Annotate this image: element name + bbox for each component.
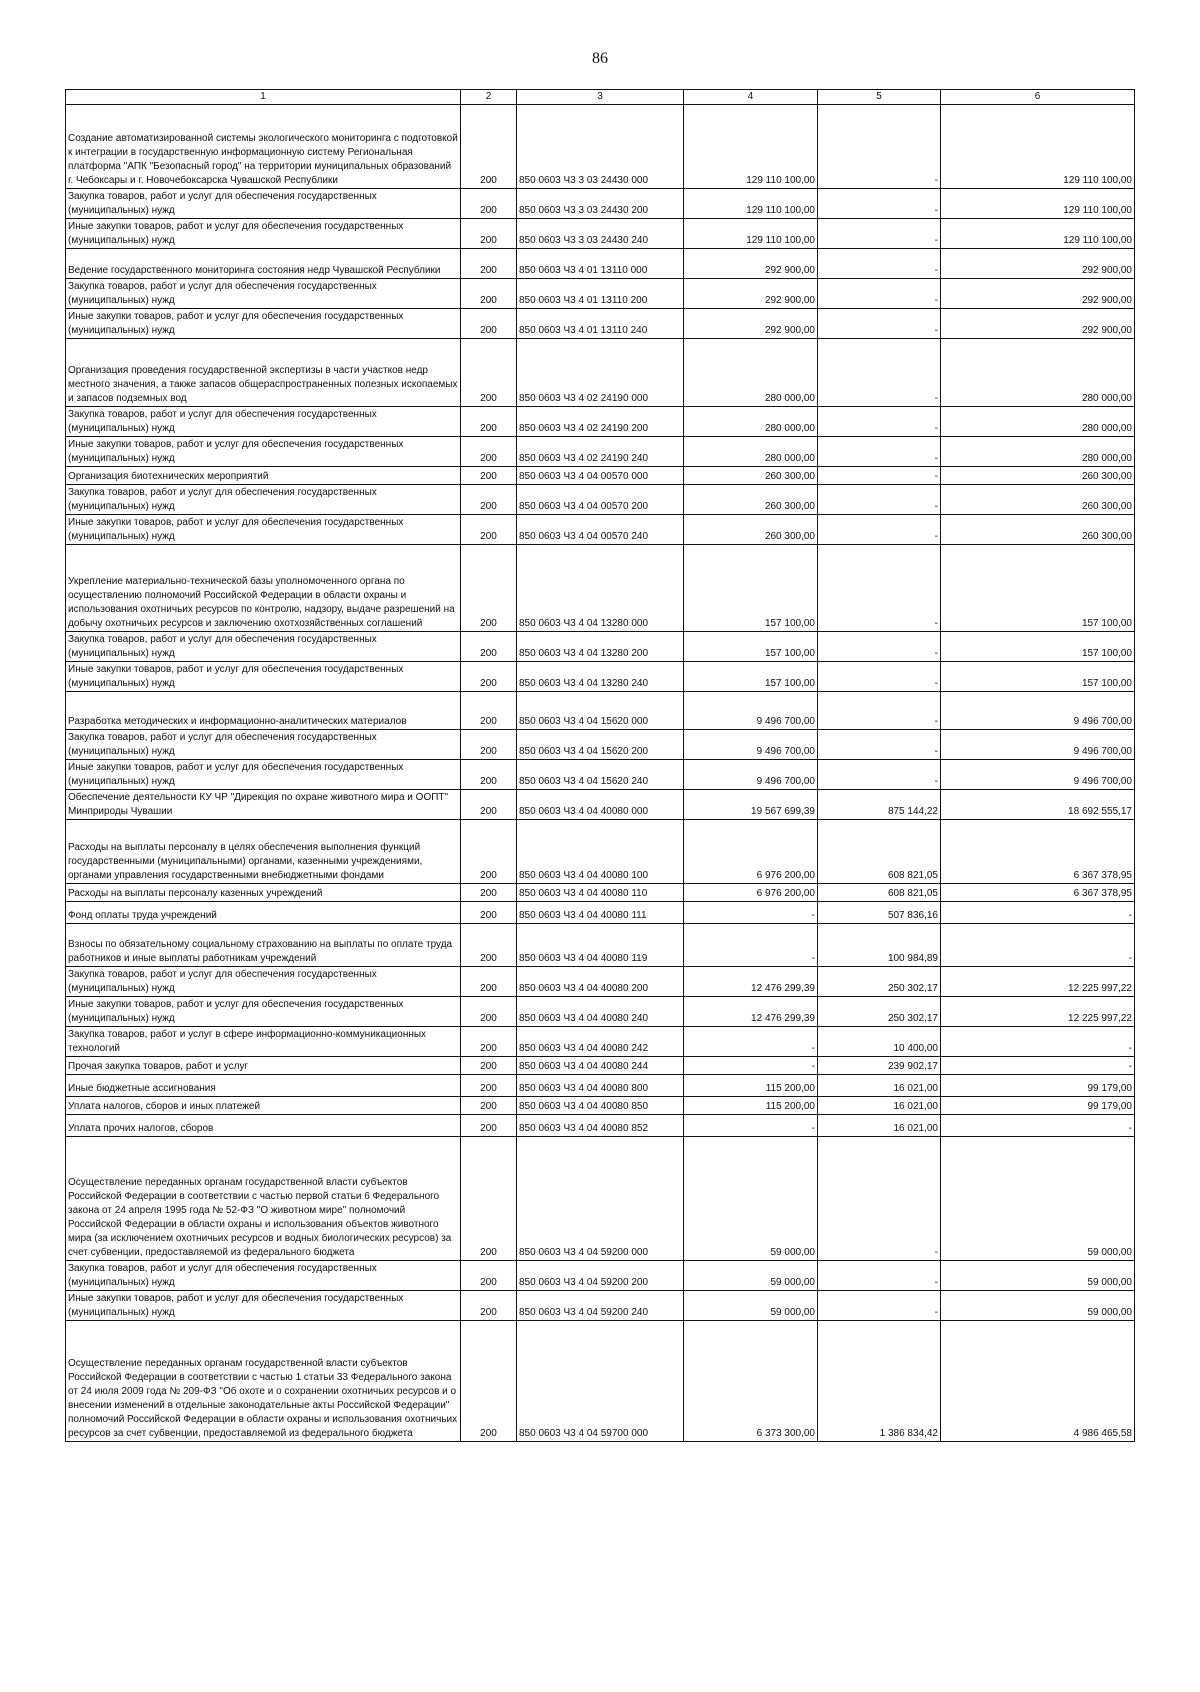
row-amount-col4: 260 300,00 — [684, 467, 818, 485]
row-amount-col4: 292 900,00 — [684, 279, 818, 309]
table-row — [66, 437, 1135, 467]
table-header-row — [66, 90, 1135, 105]
table-row — [66, 790, 1135, 820]
row-amount-col4: 280 000,00 — [684, 437, 818, 467]
table-row — [66, 339, 1135, 407]
row-amount-col4: 115 200,00 — [684, 1097, 818, 1115]
row-section: 200 — [461, 924, 517, 967]
row-name: Иные закупки товаров, работ и услуг для обеспечения государственных (муниципальных) нужд — [66, 662, 461, 692]
row-amount-col5: - — [818, 1137, 941, 1261]
row-section: 200 — [461, 1291, 517, 1321]
row-amount-col5: - — [818, 219, 941, 249]
row-amount-col5: 507 836,16 — [818, 902, 941, 924]
row-amount-col6: 9 496 700,00 — [941, 760, 1135, 790]
row-amount-col4: 59 000,00 — [684, 1137, 818, 1261]
row-amount-col6: 59 000,00 — [941, 1291, 1135, 1321]
row-amount-col5: - — [818, 1261, 941, 1291]
row-name: Закупка товаров, работ и услуг в сфере информационно-коммуникационных технологий — [66, 1027, 461, 1057]
table-row — [66, 884, 1135, 902]
row-code: 850 0603 Ч3 4 02 24190 240 — [517, 437, 684, 467]
budget-table — [65, 89, 1135, 1442]
row-amount-col4: 6 373 300,00 — [684, 1321, 818, 1442]
row-name: Разработка методических и информационно-аналитических материалов — [66, 692, 461, 730]
row-amount-col6: 157 100,00 — [941, 545, 1135, 632]
row-amount-col6: 99 179,00 — [941, 1075, 1135, 1097]
row-amount-col6: 260 300,00 — [941, 515, 1135, 545]
row-name: Закупка товаров, работ и услуг для обеспечения государственных (муниципальных) нужд — [66, 189, 461, 219]
row-section: 200 — [461, 437, 517, 467]
row-name: Организация проведения государственной экспертизы в части участков недр местного значения, а также запасов общераспространенных полезных ископаемых и запасов подземных вод — [66, 339, 461, 407]
table-row — [66, 1291, 1135, 1321]
row-section: 200 — [461, 1097, 517, 1115]
row-amount-col4: 129 110 100,00 — [684, 219, 818, 249]
table-row — [66, 1057, 1135, 1075]
row-name: Закупка товаров, работ и услуг для обеспечения государственных (муниципальных) нужд — [66, 1261, 461, 1291]
row-name: Прочая закупка товаров, работ и услуг — [66, 1057, 461, 1075]
row-amount-col6: 6 367 378,95 — [941, 884, 1135, 902]
row-section: 200 — [461, 760, 517, 790]
row-section: 200 — [461, 545, 517, 632]
row-amount-col5: - — [818, 760, 941, 790]
column-header: 5 — [818, 90, 941, 105]
row-amount-col4: 292 900,00 — [684, 309, 818, 339]
row-code: 850 0603 Ч3 4 04 00570 200 — [517, 485, 684, 515]
row-section: 200 — [461, 1057, 517, 1075]
row-amount-col6: 129 110 100,00 — [941, 219, 1135, 249]
row-section: 200 — [461, 1027, 517, 1057]
row-section: 200 — [461, 1261, 517, 1291]
row-code: 850 0603 Ч3 4 04 40080 119 — [517, 924, 684, 967]
row-code: 850 0603 Ч3 4 04 15620 200 — [517, 730, 684, 760]
row-amount-col4: 12 476 299,39 — [684, 967, 818, 997]
row-amount-col4: 12 476 299,39 — [684, 997, 818, 1027]
row-section: 200 — [461, 515, 517, 545]
row-amount-col4: 6 976 200,00 — [684, 884, 818, 902]
table-row — [66, 105, 1135, 189]
row-amount-col4: 280 000,00 — [684, 339, 818, 407]
column-header: 4 — [684, 90, 818, 105]
table-row — [66, 662, 1135, 692]
row-name: Уплата прочих налогов, сборов — [66, 1115, 461, 1137]
row-amount-col5: 16 021,00 — [818, 1097, 941, 1115]
column-header: 2 — [461, 90, 517, 105]
row-section: 200 — [461, 485, 517, 515]
row-amount-col4: 292 900,00 — [684, 249, 818, 279]
row-code: 850 0603 Ч3 3 03 24430 240 — [517, 219, 684, 249]
row-amount-col6: 157 100,00 — [941, 632, 1135, 662]
row-code: 850 0603 Ч3 4 04 40080 850 — [517, 1097, 684, 1115]
row-section: 200 — [461, 902, 517, 924]
row-amount-col5: - — [818, 485, 941, 515]
row-amount-col5: 10 400,00 — [818, 1027, 941, 1057]
row-amount-col4: 9 496 700,00 — [684, 760, 818, 790]
table-row — [66, 1075, 1135, 1097]
row-amount-col6: 260 300,00 — [941, 467, 1135, 485]
row-amount-col6: - — [941, 1115, 1135, 1137]
table-row — [66, 1321, 1135, 1442]
row-amount-col6: 292 900,00 — [941, 309, 1135, 339]
row-name: Укрепление материально-технической базы уполномоченного органа по осуществлению полномочий Российской Федерации в области охраны и использования охотничьих ресурсов по контролю, надзору, выдаче разрешений на добычу охотничьих ресурсов и заключению охотхозяйственных соглашений — [66, 545, 461, 632]
row-amount-col5: - — [818, 309, 941, 339]
row-amount-col5: - — [818, 339, 941, 407]
row-name: Закупка товаров, работ и услуг для обеспечения государственных (муниципальных) нужд — [66, 279, 461, 309]
row-code: 850 0603 Ч3 4 04 40080 852 — [517, 1115, 684, 1137]
row-amount-col5: 100 984,89 — [818, 924, 941, 967]
row-section: 200 — [461, 997, 517, 1027]
row-section: 200 — [461, 632, 517, 662]
table-row — [66, 730, 1135, 760]
row-amount-col6: 157 100,00 — [941, 662, 1135, 692]
row-section: 200 — [461, 820, 517, 884]
row-code: 850 0603 Ч3 4 04 40080 000 — [517, 790, 684, 820]
row-name: Создание автоматизированной системы экологического мониторинга с подготовкой к интеграции в государственную информационную систему Региональная платформа "АПК "Безопасный город" на территории муниципальных образований г. Чебоксары и г. Новочебоксарска Чувашской Республики — [66, 105, 461, 189]
row-amount-col6: 129 110 100,00 — [941, 105, 1135, 189]
row-name: Иные бюджетные ассигнования — [66, 1075, 461, 1097]
row-amount-col6: 59 000,00 — [941, 1261, 1135, 1291]
table-row — [66, 1261, 1135, 1291]
row-name: Закупка товаров, работ и услуг для обеспечения государственных (муниципальных) нужд — [66, 485, 461, 515]
row-code: 850 0603 Ч3 4 04 13280 200 — [517, 632, 684, 662]
row-amount-col6: 99 179,00 — [941, 1097, 1135, 1115]
row-code: 850 0603 Ч3 4 04 15620 000 — [517, 692, 684, 730]
table-row — [66, 1137, 1135, 1261]
row-amount-col6: 9 496 700,00 — [941, 730, 1135, 760]
row-amount-col6: 59 000,00 — [941, 1137, 1135, 1261]
row-amount-col4: 129 110 100,00 — [684, 105, 818, 189]
table-row — [66, 309, 1135, 339]
row-amount-col4: 59 000,00 — [684, 1261, 818, 1291]
row-amount-col4: - — [684, 902, 818, 924]
row-amount-col6: 292 900,00 — [941, 249, 1135, 279]
row-amount-col5: 239 902,17 — [818, 1057, 941, 1075]
row-code: 850 0603 Ч3 4 04 00570 000 — [517, 467, 684, 485]
table-row — [66, 249, 1135, 279]
row-name: Иные закупки товаров, работ и услуг для обеспечения государственных (муниципальных) нужд — [66, 997, 461, 1027]
row-code: 850 0603 Ч3 4 04 13280 000 — [517, 545, 684, 632]
row-section: 200 — [461, 249, 517, 279]
column-header: 3 — [517, 90, 684, 105]
row-amount-col6: 12 225 997,22 — [941, 967, 1135, 997]
row-code: 850 0603 Ч3 3 03 24430 200 — [517, 189, 684, 219]
table-row — [66, 967, 1135, 997]
row-amount-col5: - — [818, 105, 941, 189]
row-name: Осуществление переданных органам государственной власти субъектов Российской Федерации в соответствии с частью первой статьи 6 Федерального закона от 24 апреля 1995 года № 52-ФЗ "О животном мире" полномочий Российской Федерации в области охраны и использования объектов животного мира (за исключением охотничьих ресурсов и водных биологических ресурсов) за счет субвенции, предоставляемой из федерального бюджета — [66, 1137, 461, 1261]
row-name: Иные закупки товаров, работ и услуг для обеспечения государственных (муниципальных) нужд — [66, 219, 461, 249]
row-amount-col6: 280 000,00 — [941, 437, 1135, 467]
row-code: 850 0603 Ч3 4 04 40080 200 — [517, 967, 684, 997]
row-amount-col4: 6 976 200,00 — [684, 820, 818, 884]
row-section: 200 — [461, 884, 517, 902]
row-code: 850 0603 Ч3 4 04 15620 240 — [517, 760, 684, 790]
column-header: 1 — [66, 90, 461, 105]
row-amount-col4: - — [684, 924, 818, 967]
row-code: 850 0603 Ч3 4 04 59200 000 — [517, 1137, 684, 1261]
row-code: 850 0603 Ч3 4 02 24190 200 — [517, 407, 684, 437]
row-code: 850 0603 Ч3 4 04 40080 800 — [517, 1075, 684, 1097]
row-name: Иные закупки товаров, работ и услуг для обеспечения государственных (муниципальных) нужд — [66, 309, 461, 339]
row-amount-col4: 157 100,00 — [684, 632, 818, 662]
row-amount-col4: 59 000,00 — [684, 1291, 818, 1321]
table-row — [66, 632, 1135, 662]
table-row — [66, 997, 1135, 1027]
row-section: 200 — [461, 1137, 517, 1261]
row-amount-col5: - — [818, 632, 941, 662]
row-code: 850 0603 Ч3 4 04 40080 242 — [517, 1027, 684, 1057]
row-section: 200 — [461, 967, 517, 997]
row-code: 850 0603 Ч3 4 04 40080 244 — [517, 1057, 684, 1075]
column-header: 6 — [941, 90, 1135, 105]
row-code: 850 0603 Ч3 4 04 59700 000 — [517, 1321, 684, 1442]
row-amount-col6: 18 692 555,17 — [941, 790, 1135, 820]
row-name: Закупка товаров, работ и услуг для обеспечения государственных (муниципальных) нужд — [66, 632, 461, 662]
row-amount-col4: 9 496 700,00 — [684, 730, 818, 760]
row-name: Взносы по обязательному социальному страхованию на выплаты по оплате труда работников и иные выплаты работникам учреждений — [66, 924, 461, 967]
table-row — [66, 467, 1135, 485]
row-code: 850 0603 Ч3 4 04 13280 240 — [517, 662, 684, 692]
row-name: Организация биотехнических мероприятий — [66, 467, 461, 485]
row-name: Расходы на выплаты персоналу в целях обеспечения выполнения функций государственными (муниципальными) органами, казенными учреждениями, органами управления государственными внебюджетными фондами — [66, 820, 461, 884]
row-amount-col6: - — [941, 902, 1135, 924]
row-amount-col5: - — [818, 279, 941, 309]
row-amount-col5: - — [818, 515, 941, 545]
row-section: 200 — [461, 692, 517, 730]
row-amount-col6: 129 110 100,00 — [941, 189, 1135, 219]
row-amount-col6: 280 000,00 — [941, 407, 1135, 437]
row-amount-col6: 280 000,00 — [941, 339, 1135, 407]
row-name: Ведение государственного мониторинга состояния недр Чувашской Республики — [66, 249, 461, 279]
row-amount-col4: 280 000,00 — [684, 407, 818, 437]
row-amount-col5: 250 302,17 — [818, 997, 941, 1027]
row-amount-col5: - — [818, 692, 941, 730]
row-section: 200 — [461, 1115, 517, 1137]
row-amount-col6: 4 986 465,58 — [941, 1321, 1135, 1442]
row-name: Уплата налогов, сборов и иных платежей — [66, 1097, 461, 1115]
row-code: 850 0603 Ч3 4 04 40080 100 — [517, 820, 684, 884]
row-amount-col4: 9 496 700,00 — [684, 692, 818, 730]
row-amount-col5: - — [818, 662, 941, 692]
row-amount-col6: - — [941, 1027, 1135, 1057]
row-amount-col5: - — [818, 467, 941, 485]
table-row — [66, 1115, 1135, 1137]
row-amount-col4: - — [684, 1027, 818, 1057]
row-amount-col4: - — [684, 1057, 818, 1075]
row-code: 850 0603 Ч3 3 03 24430 000 — [517, 105, 684, 189]
row-section: 200 — [461, 279, 517, 309]
row-code: 850 0603 Ч3 4 04 59200 240 — [517, 1291, 684, 1321]
row-amount-col6: 292 900,00 — [941, 279, 1135, 309]
row-code: 850 0603 Ч3 4 01 13110 240 — [517, 309, 684, 339]
row-code: 850 0603 Ч3 4 04 40080 110 — [517, 884, 684, 902]
row-amount-col4: 19 567 699,39 — [684, 790, 818, 820]
table-row — [66, 924, 1135, 967]
table-row — [66, 407, 1135, 437]
row-amount-col5: 875 144,22 — [818, 790, 941, 820]
row-name: Фонд оплаты труда учреждений — [66, 902, 461, 924]
row-code: 850 0603 Ч3 4 01 13110 200 — [517, 279, 684, 309]
row-amount-col5: 250 302,17 — [818, 967, 941, 997]
row-section: 200 — [461, 467, 517, 485]
table-row — [66, 1027, 1135, 1057]
table-row — [66, 760, 1135, 790]
row-amount-col5: - — [818, 407, 941, 437]
table-row — [66, 515, 1135, 545]
page-number: 86 — [592, 50, 608, 67]
row-section: 200 — [461, 219, 517, 249]
row-amount-col6: 12 225 997,22 — [941, 997, 1135, 1027]
table-row — [66, 692, 1135, 730]
table-row — [66, 485, 1135, 515]
row-name: Закупка товаров, работ и услуг для обеспечения государственных (муниципальных) нужд — [66, 730, 461, 760]
table-row — [66, 820, 1135, 884]
row-amount-col5: - — [818, 189, 941, 219]
row-name: Закупка товаров, работ и услуг для обеспечения государственных (муниципальных) нужд — [66, 967, 461, 997]
row-amount-col5: 608 821,05 — [818, 820, 941, 884]
row-amount-col4: 260 300,00 — [684, 515, 818, 545]
table-row — [66, 189, 1135, 219]
row-name: Расходы на выплаты персоналу казенных учреждений — [66, 884, 461, 902]
row-name: Иные закупки товаров, работ и услуг для обеспечения государственных (муниципальных) нужд — [66, 515, 461, 545]
row-amount-col6: 9 496 700,00 — [941, 692, 1135, 730]
row-amount-col5: 1 386 834,42 — [818, 1321, 941, 1442]
row-section: 200 — [461, 339, 517, 407]
row-section: 200 — [461, 730, 517, 760]
table-row — [66, 279, 1135, 309]
row-code: 850 0603 Ч3 4 01 13110 000 — [517, 249, 684, 279]
row-amount-col5: - — [818, 730, 941, 760]
row-amount-col6: - — [941, 924, 1135, 967]
row-name: Закупка товаров, работ и услуг для обеспечения государственных (муниципальных) нужд — [66, 407, 461, 437]
row-section: 200 — [461, 790, 517, 820]
row-amount-col6: 6 367 378,95 — [941, 820, 1135, 884]
row-amount-col5: 16 021,00 — [818, 1075, 941, 1097]
row-amount-col5: - — [818, 249, 941, 279]
row-amount-col5: - — [818, 545, 941, 632]
table-row — [66, 902, 1135, 924]
row-amount-col4: 157 100,00 — [684, 662, 818, 692]
row-amount-col4: 157 100,00 — [684, 545, 818, 632]
row-amount-col5: - — [818, 437, 941, 467]
row-name: Иные закупки товаров, работ и услуг для обеспечения государственных (муниципальных) нужд — [66, 1291, 461, 1321]
row-amount-col6: - — [941, 1057, 1135, 1075]
table-row — [66, 545, 1135, 632]
row-code: 850 0603 Ч3 4 04 00570 240 — [517, 515, 684, 545]
row-name: Осуществление переданных органам государственной власти субъектов Российской Федерации в соответствии с частью 1 статьи 33 Федерального закона от 24 июля 2009 года № 209-ФЗ "Об охоте и о сохранении охотничьих ресурсов и о внесении изменений в отдельные законодательные акты Российской Федерации" полномочий Российской Федерации в области охраны и использования охотничьих ресурсов за счет субвенции, предоставляемой из федерального бюджета — [66, 1321, 461, 1442]
row-section: 200 — [461, 407, 517, 437]
row-amount-col4: 129 110 100,00 — [684, 189, 818, 219]
row-amount-col4: 260 300,00 — [684, 485, 818, 515]
row-amount-col4: 115 200,00 — [684, 1075, 818, 1097]
row-section: 200 — [461, 1321, 517, 1442]
row-name: Обеспечение деятельности КУ ЧР "Дирекция по охране животного мира и ООПТ" Минприроды Чувашии — [66, 790, 461, 820]
row-amount-col4: - — [684, 1115, 818, 1137]
table-row — [66, 219, 1135, 249]
row-name: Иные закупки товаров, работ и услуг для обеспечения государственных (муниципальных) нужд — [66, 760, 461, 790]
row-code: 850 0603 Ч3 4 04 40080 240 — [517, 997, 684, 1027]
table-row — [66, 1097, 1135, 1115]
row-section: 200 — [461, 189, 517, 219]
row-amount-col5: - — [818, 1291, 941, 1321]
row-code: 850 0603 Ч3 4 04 40080 111 — [517, 902, 684, 924]
row-name: Иные закупки товаров, работ и услуг для обеспечения государственных (муниципальных) нужд — [66, 437, 461, 467]
row-code: 850 0603 Ч3 4 02 24190 000 — [517, 339, 684, 407]
row-section: 200 — [461, 309, 517, 339]
row-section: 200 — [461, 105, 517, 189]
row-code: 850 0603 Ч3 4 04 59200 200 — [517, 1261, 684, 1291]
row-amount-col5: 16 021,00 — [818, 1115, 941, 1137]
row-section: 200 — [461, 1075, 517, 1097]
row-amount-col6: 260 300,00 — [941, 485, 1135, 515]
row-section: 200 — [461, 662, 517, 692]
row-amount-col5: 608 821,05 — [818, 884, 941, 902]
